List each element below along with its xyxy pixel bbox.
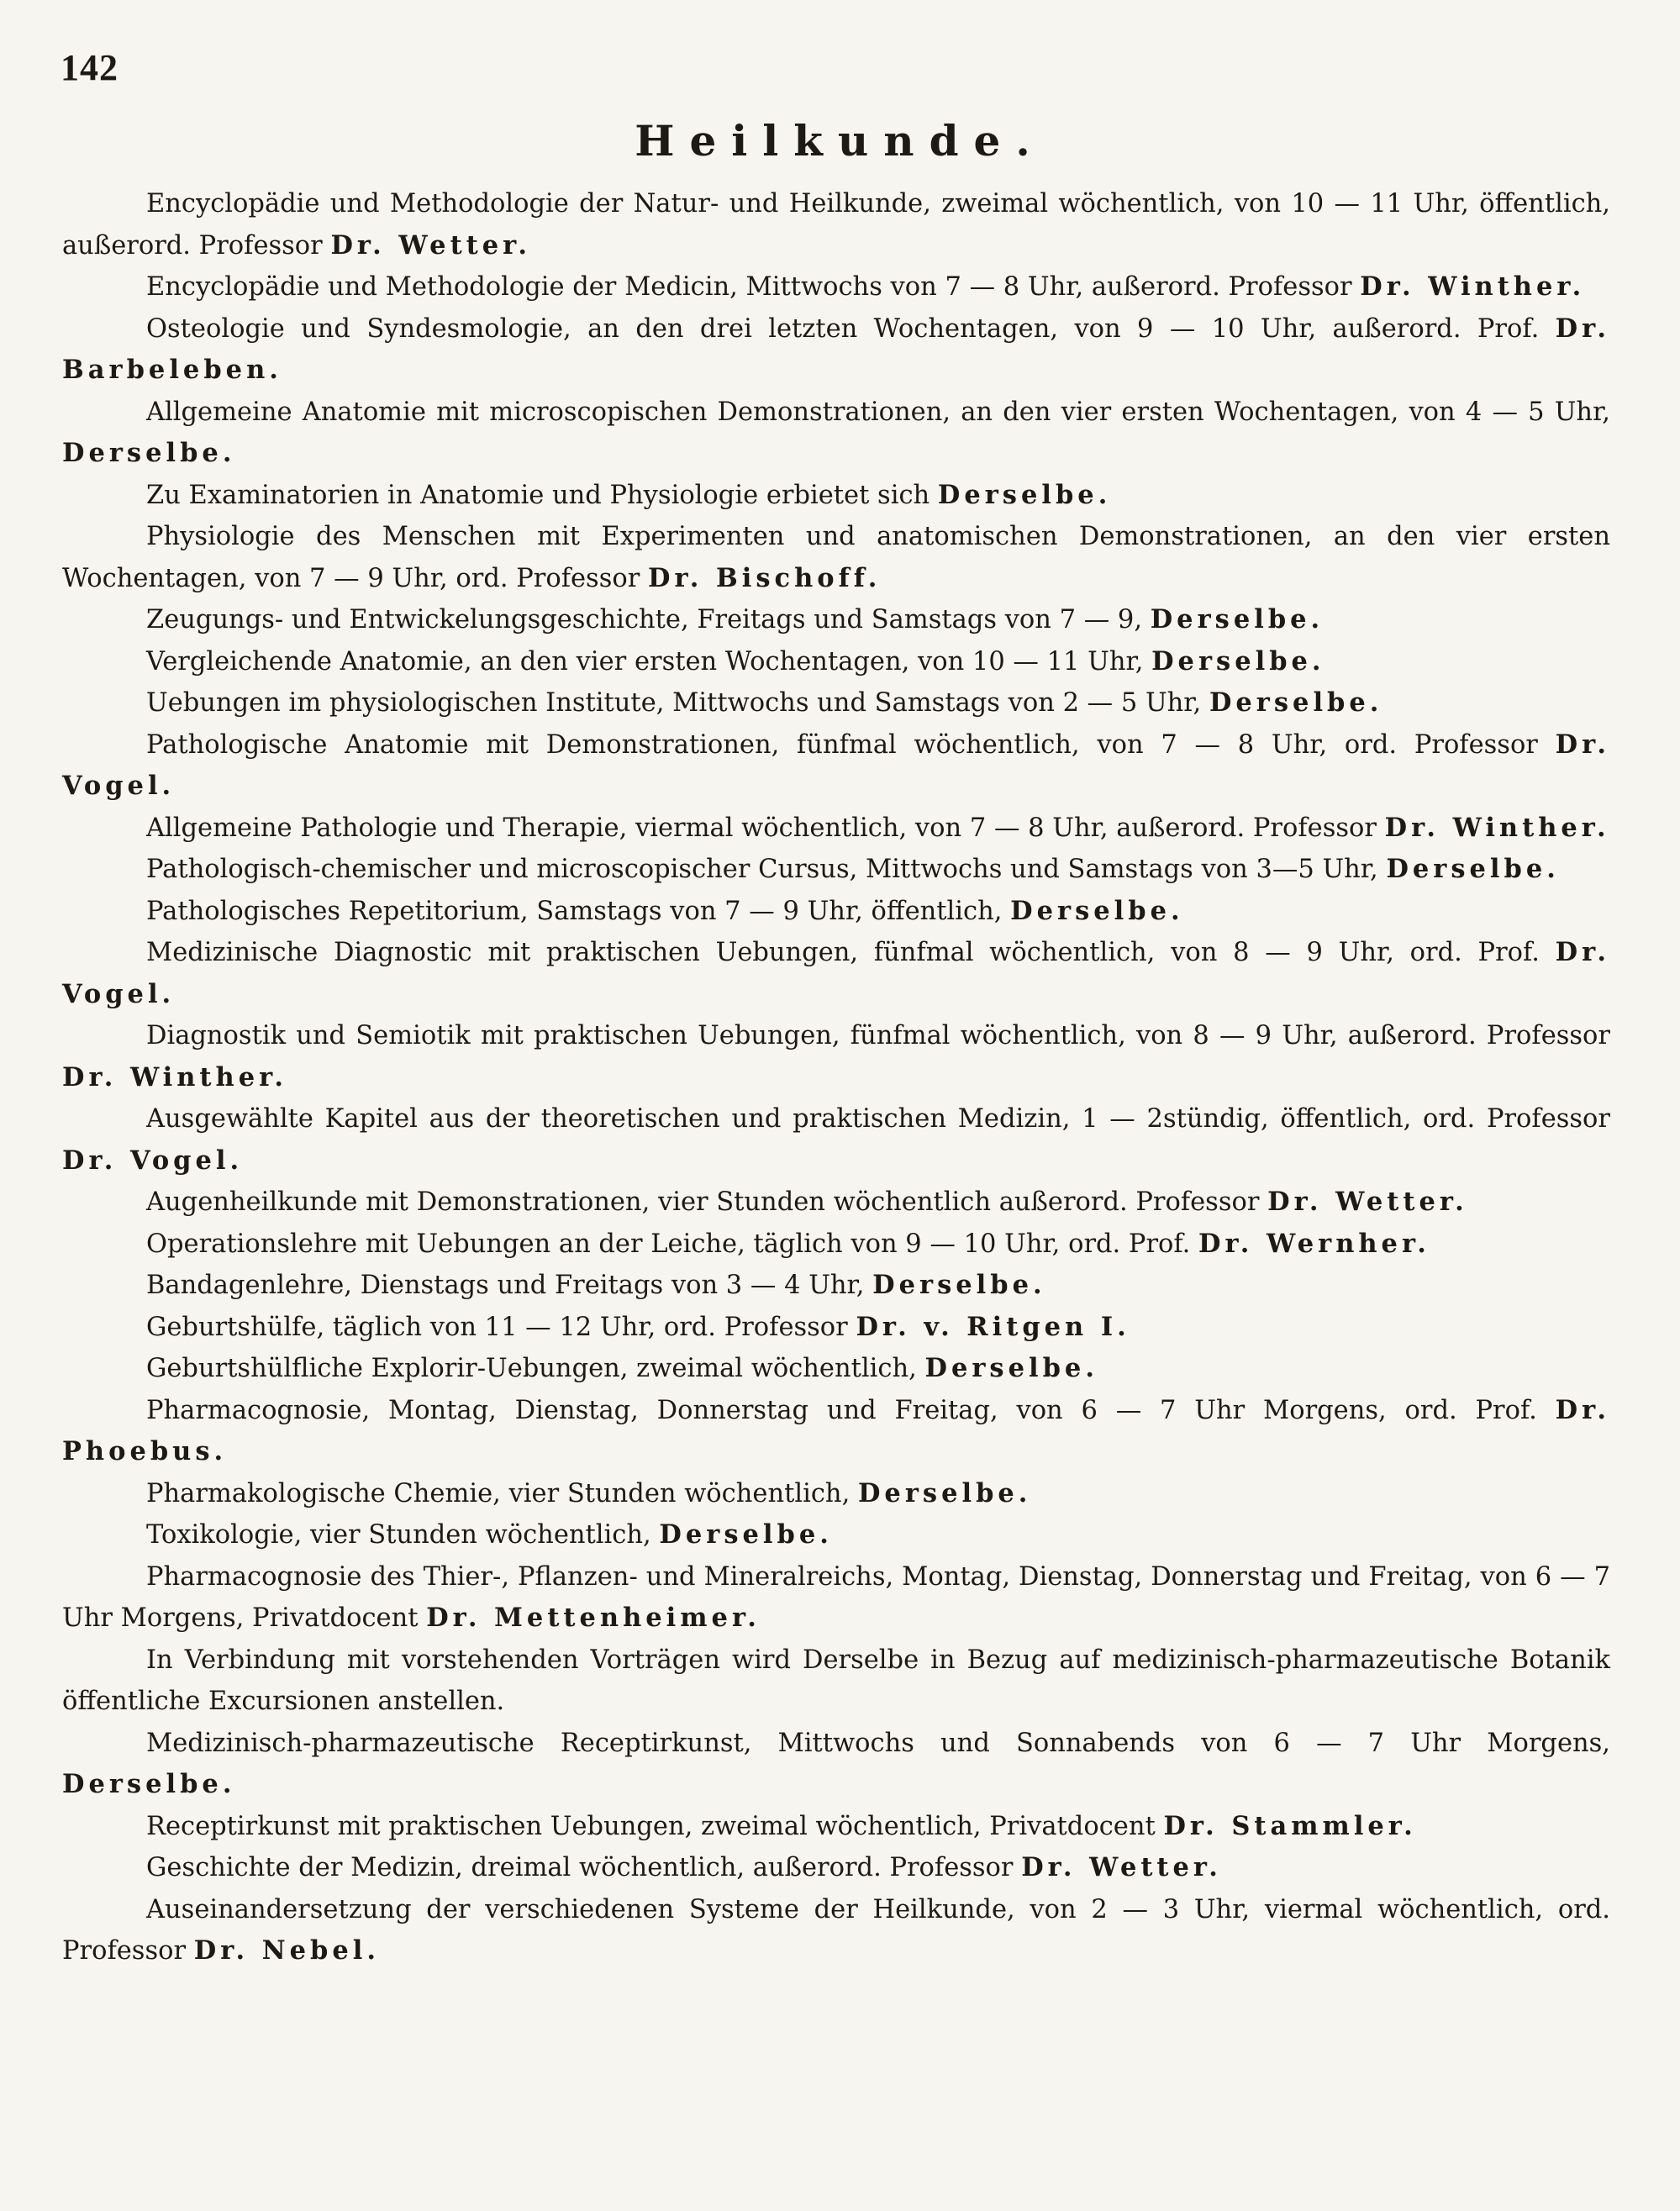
- lecture-entry: [62, 1806, 1610, 1848]
- lecturer-name: Dr. v. Ritgen I.: [856, 1311, 1130, 1342]
- lecture-entry: [62, 1224, 1610, 1266]
- lecture-entry: [62, 1514, 1610, 1556]
- lecturer-name: Derselbe.: [937, 479, 1112, 510]
- lecture-entry: [62, 392, 1610, 475]
- lecture-entry: [62, 1182, 1610, 1224]
- lecture-description: Pathologische Anatomie mit Demonstrationen, fünfmal wöchentlich, von 7 — 8 Uhr, ord. Professor: [146, 729, 1538, 760]
- lecturer-name: Dr. Bischoff.: [648, 562, 882, 593]
- lecturer-name: Dr. Vogel.: [62, 1145, 244, 1176]
- lecturer-name: Derselbe.: [62, 1769, 236, 1799]
- lecture-description: Augenheilkunde mit Demonstrationen, vier Stunden wöchentlich außerord. Professor: [146, 1187, 1260, 1217]
- lecture-entry: [62, 1847, 1610, 1889]
- lecture-entry: [62, 1015, 1610, 1098]
- lecturer-name: Derselbe.: [857, 1477, 1032, 1508]
- lecture-description: Encyclopädie und Methodologie der Natur- und Heilkunde, zweimal wöchentlich, von 10 — 11 Uhr, öffentlich, außerord. Professor: [62, 189, 1610, 261]
- lecture-entry: [62, 1348, 1610, 1390]
- lecture-entry: [62, 516, 1610, 599]
- lecturer-name: Dr. Winther.: [1360, 271, 1586, 302]
- lecture-description: Receptirkunst mit praktischen Uebungen, zweimal wöchentlich, Privatdocent: [146, 1811, 1156, 1841]
- lecture-description: Uebungen im physiologischen Institute, Mittwochs und Samstags von 2 — 5 Uhr,: [146, 688, 1202, 718]
- lecturer-name: Derselbe.: [1209, 687, 1383, 718]
- lecture-entry: [62, 1640, 1610, 1723]
- lecture-description: In Verbindung mit vorstehenden Vorträgen wird Derselbe in Bezug auf medizinisch-pharmazeutische Botanik öffentliche Excursionen anstellen.: [62, 1645, 1610, 1716]
- lecture-entry: [62, 1723, 1610, 1806]
- lecturer-name: Dr. Vogel.: [62, 937, 1610, 1009]
- lecturer-name: Dr. Wetter.: [1267, 1187, 1468, 1217]
- lecture-description: Allgemeine Anatomie mit microscopischen Demonstrationen, an den vier ersten Wochentagen, von 4 — 5 Uhr,: [146, 397, 1610, 427]
- lecture-description: Zeugungs- und Entwickelungsgeschichte, Freitags und Samstags von 7 — 9,: [146, 605, 1143, 634]
- lecturer-name: Dr. Vogel.: [62, 729, 1611, 801]
- lecture-description: Osteologie und Syndesmologie, an den drei letzten Wochentagen, von 9 — 10 Uhr, außerord. Prof.: [146, 313, 1540, 344]
- lecture-description: Pathologisches Repetitorium, Samstags von 7 — 9 Uhr, öffentlich,: [146, 896, 1003, 926]
- lecture-description: Vergleichende Anatomie, an den vier ersten Wochentagen, von 10 — 11 Uhr,: [146, 646, 1144, 676]
- lecturer-name: Derselbe.: [1151, 645, 1325, 676]
- lecture-entry: [62, 1098, 1610, 1182]
- lecture-description: Bandagenlehre, Dienstags und Freitags von 3 — 4 Uhr,: [146, 1271, 865, 1300]
- lecture-entry: [62, 1265, 1610, 1307]
- lecture-entry: [62, 475, 1610, 517]
- lecturer-name: Derselbe.: [1386, 854, 1560, 884]
- lecturer-name: Derselbe.: [1150, 604, 1325, 634]
- lecturer-name: Dr. Mettenheimer.: [426, 1603, 761, 1633]
- lecturer-name: Dr. Wetter.: [330, 229, 532, 261]
- lecture-description: Geschichte der Medizin, dreimal wöchentlich, außerord. Professor: [146, 1853, 1014, 1882]
- lecturer-name: Dr. Winther.: [62, 1061, 287, 1092]
- lecture-description: Operationslehre mit Uebungen an der Leiche, täglich von 9 — 10 Uhr, ord. Prof.: [146, 1229, 1191, 1259]
- lecture-entry: [62, 932, 1610, 1015]
- lecture-entry: [62, 849, 1610, 891]
- lecture-entry: [62, 599, 1610, 641]
- lecture-entry: [62, 891, 1610, 933]
- lecture-entry: [62, 1556, 1610, 1640]
- lecturer-name: Dr. Wernher.: [1198, 1228, 1430, 1259]
- lecture-entry: [62, 1390, 1610, 1473]
- lecture-description: Toxikologie, vier Stunden wöchentlich,: [146, 1520, 651, 1550]
- lecture-description: Allgemeine Pathologie und Therapie, viermal wöchentlich, von 7 — 8 Uhr, außerord. Professor: [146, 813, 1377, 843]
- lecturer-name: Dr. Phoebus.: [62, 1394, 1610, 1466]
- lecturer-name: Derselbe.: [924, 1353, 1098, 1383]
- lecture-description: Pharmacognosie des Thier-, Pflanzen- und Mineralreichs, Montag, Dienstag, Donnerstag und Freitag, von 6 — 7 Uhr Morgens, Privatdocent: [62, 1561, 1610, 1633]
- lecture-description: Encyclopädie und Methodologie der Medicin, Mittwochs von 7 — 8 Uhr, außerord. Professor: [146, 272, 1352, 302]
- lecturer-name: Dr. Stammler.: [1163, 1810, 1417, 1841]
- lecture-entry: [62, 641, 1610, 683]
- lecturer-name: Derselbe.: [659, 1519, 833, 1550]
- lecture-description: Geburtshülfliche Explorir-Uebungen, zweimal wöchentlich,: [146, 1354, 917, 1383]
- page-number: 142: [61, 47, 118, 88]
- lecture-description: Auseinandersetzung der verschiedenen Systeme der Heilkunde, von 2 — 3 Uhr, viermal wöchentlich, ord. Professor: [62, 1894, 1610, 1966]
- lecture-entry: [62, 308, 1610, 392]
- lecture-entry: [62, 266, 1610, 308]
- lecturer-name: Dr. Barbeleben.: [62, 313, 1610, 385]
- lecturer-name: Derselbe.: [872, 1270, 1046, 1300]
- lecturer-name: Dr. Nebel.: [193, 1935, 380, 1966]
- lecturer-name: Derselbe.: [62, 438, 236, 468]
- lecturer-name: Derselbe.: [1010, 895, 1184, 926]
- lecturer-name: Dr. Winther.: [1384, 812, 1610, 843]
- lecture-description: Pharmakologische Chemie, vier Stunden wöchentlich,: [146, 1478, 851, 1508]
- lecture-description: Geburtshülfe, täglich von 11 — 12 Uhr, ord. Professor: [146, 1312, 848, 1342]
- lecture-description: Zu Examinatorien in Anatomie und Physiologie erbietet sich: [146, 480, 930, 510]
- lecture-entry: [62, 808, 1610, 850]
- lecture-description: Diagnostik und Semiotik mit praktischen Uebungen, fünfmal wöchentlich, von 8 — 9 Uhr, außerord. Professor: [146, 1021, 1610, 1050]
- lecture-entry: [62, 1889, 1610, 1972]
- lecture-description: Pharmacognosie, Montag, Dienstag, Donnerstag und Freitag, von 6 — 7 Uhr Morgens, ord. Prof.: [146, 1395, 1537, 1425]
- lecture-entry: [62, 183, 1610, 266]
- lecture-description: Medizinisch-pharmazeutische Receptirkunst, Mittwochs und Sonnabends von 6 — 7 Uhr Morgens,: [146, 1728, 1610, 1758]
- lecture-entry: [62, 682, 1610, 724]
- lecturer-name: Dr. Wetter.: [1021, 1852, 1222, 1882]
- lecture-description: Physiologie des Menschen mit Experimenten und anatomischen Demonstrationen, an den vier ersten Wochentagen, von 7 — 9 Uhr, ord. Professor: [62, 522, 1610, 593]
- lecture-list: [62, 183, 1610, 1972]
- lecture-description: Ausgewählte Kapitel aus der theoretischen und praktischen Medizin, 1 — 2stündig, öffentlich, ord. Professor: [146, 1104, 1610, 1134]
- lecture-description: Pathologisch-chemischer und microscopischer Cursus, Mittwochs und Samstags von 3—5 Uhr,: [146, 855, 1378, 884]
- lecture-description: Medizinische Diagnostic mit praktischen Uebungen, fünfmal wöchentlich, von 8 — 9 Uhr, ord. Prof.: [146, 938, 1540, 967]
- lecture-entry: [62, 1473, 1610, 1515]
- section-heading: Heilkunde.: [635, 116, 1045, 166]
- lecture-entry: [62, 1307, 1610, 1349]
- lecture-entry: [62, 724, 1610, 808]
